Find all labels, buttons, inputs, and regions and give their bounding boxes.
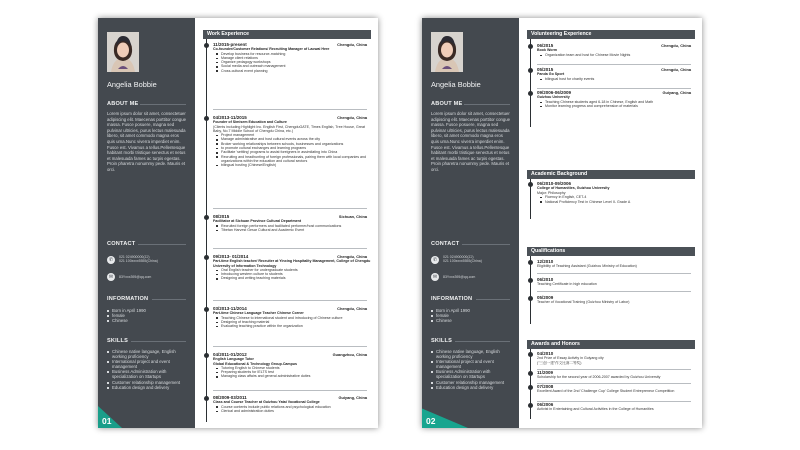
- timeline-dot: [528, 385, 533, 390]
- information-list: Born in April 1990 female Chinese: [107, 308, 191, 323]
- skills-heading: SKILLS: [431, 338, 452, 344]
- sidebar: [422, 18, 519, 428]
- qualification-entry: 06/2010 Teaching Certificate in high education: [537, 277, 597, 287]
- education-entry: 06/2010-09/2006 College of Humanities, Guizhou University Major: Philosophy Fluency in English, CET-4 National Proficiency Test in Chinese Level II- Grade A: [537, 182, 695, 204]
- information-heading: INFORMATION: [431, 296, 472, 302]
- candidate-name: Angelia Bobbie: [431, 80, 481, 89]
- profile-photo: [431, 32, 463, 72]
- timeline-line: [530, 39, 531, 127]
- page-number: 02: [426, 416, 436, 426]
- skills-heading: SKILLS: [107, 338, 128, 344]
- timeline-line: [530, 349, 531, 419]
- phone-icon: ✆: [108, 257, 114, 263]
- work-entry: 04/2013-11/2015 Chengdu, China Founder of Simisem Education and Culture (Clients including Highlight Inc. English First, ChengduGATE, Times English, Tree House, Great Baby, No.7 Middle School of Chengdu China, etc.) Project management Manage administrative and host cultural events across the city Broker working relationships between schools, businesses and organizations to promote cultural exchanges and learning programs Facilitate 'settling' programs to assist foreigners in assimilating into China Recruiting and headhunting of foreign professionals, pairing them with local companies and organizations within the education and cultural sectors bilingual hosting (Chinese/English): [213, 116, 371, 168]
- timeline-dot: [204, 116, 209, 121]
- main-column: [203, 30, 371, 422]
- profile-photo: [107, 32, 139, 72]
- timeline-dot: [528, 352, 533, 357]
- entry-divider: [537, 64, 691, 65]
- skills-list: Chinese native language, English working proficiency International project and event management Business Administration with specialization on Startups Customer relationship management Education design and delivery: [107, 349, 191, 390]
- entry-divider: [537, 273, 691, 274]
- awards-heading: Awards and Honors: [527, 340, 695, 349]
- about-rule: [464, 104, 510, 105]
- information-heading: INFORMATION: [107, 296, 148, 302]
- timeline-dot: [528, 91, 533, 96]
- skills-rule: [131, 341, 186, 342]
- timeline-dot: [204, 255, 209, 260]
- email-icon: ✉: [432, 274, 438, 280]
- qualifications-heading: Qualifications: [527, 247, 695, 256]
- timeline-dot: [528, 371, 533, 376]
- academic-heading: Academic Background: [527, 170, 695, 179]
- work-entry: 11/2015-present Chengdu, China Co-founder/Customer Relations/ Recruiting Manager of Laowai Here Develop business for resource-matching Manage client relations Organize pedagogy workshops Social media and outreach management Cross-cultural event planning: [213, 43, 371, 73]
- about-rule: [140, 104, 186, 105]
- page-number: 01: [102, 416, 112, 426]
- entry-divider: [537, 291, 691, 292]
- skills-rule: [455, 341, 510, 342]
- entry-divider: [213, 300, 367, 301]
- about-text: Lorem ipsum dolor sit amet, consectetuer adipiscing elit. Maecenas porttitor congue massa. Fusce posuere, magna sed pulvinar ultricies, purus lectus malesuada libero, sit amet commodo magna eros quis urna.Nunc viverra imperdiet enim. Fusce est. Vivamus a tellus.Pellentesque habitant morbi tristique senectus et netus et malesuada fames ac turpis egestas. Proin pharetra nonummy pede. Mauris et orci.: [107, 111, 187, 172]
- work-entry: 08/2015 Sichuan, China Facilitator at Sichuan Province Cultural Department Recruited foreign performers and facilitated performer/host communications Tibetan Harvest Gesar Cultural and Academic Event: [213, 215, 371, 232]
- volunteer-entry: 06/2015 Chengdu, China Book Worm Organization team and host for Chinese Movie Nights: [537, 44, 695, 57]
- timeline-dot: [528, 260, 533, 265]
- timeline-dot: [204, 396, 209, 401]
- about-text: Lorem ipsum dolor sit amet, consectetuer adipiscing elit. Maecenas porttitor congue massa. Fusce posuere, magna sed pulvinar ultricies, purus lectus malesuada libero, sit amet commodo magna eros quis urna.Nunc viverra imperdiet enim. Fusce est. Vivamus a tellus.Pellentesque habitant morbi tristique senectus et netus et malesuada fames ac turpis egestas. Proin pharetra nonummy pede. Mauris et orci.: [431, 111, 511, 172]
- timeline-dot: [204, 307, 209, 312]
- entry-divider: [213, 390, 367, 391]
- timeline-dot: [528, 296, 533, 301]
- qualification-entry: 12/2010 Eligibility of Teaching Assistant (Guizhou Ministry of Education): [537, 259, 637, 269]
- award-entry: 04/2010 2nd Prize of Essay Activity in Guiyang city ("三创一建"作文比赛二等奖): [537, 351, 604, 365]
- award-entry: 11/2009 Scholarship for the second year of 2006-2007 awarded by Guizhou University: [537, 370, 661, 380]
- timeline-dot: [528, 44, 533, 49]
- volunteering-heading: Volunteering Experience: [527, 30, 695, 39]
- award-entry: 07/2008 Excellent Award of the 2nd 'Challenge Cup' College Student Entrepreneur Competition: [537, 384, 675, 394]
- entry-divider: [213, 208, 367, 209]
- entry-divider: [537, 88, 691, 89]
- timeline-dot: [528, 403, 533, 408]
- entry-divider: [537, 369, 691, 370]
- work-entry: 09/2013- 01/2014 Chengdu, China Part-time English teacher/ Recruiter at Yinxing Hospitality Management, College of Chengdu University of Information Technology Oral English teacher for undergraduate students Introducing western culture to students Designing and writing teaching materials: [213, 254, 371, 281]
- timeline-dot: [528, 68, 533, 73]
- work-entry: 03/2013-11/2014 Chengdu, China Part-time Chinese Language Teacher Chinese Corner Teaching Chinese to international student and introducing of Chinese culture Designing of teaching material Evaluating teaching practice within the organization: [213, 307, 371, 328]
- timeline-dot: [204, 215, 209, 220]
- timeline-dot: [528, 278, 533, 283]
- information-list: Born in April 1990 female Chinese: [431, 308, 515, 323]
- phone-numbers: 021 024900000(ZJ) 021 100xxxx5555(China): [443, 255, 482, 264]
- work-entry: 04/2011-01/2012 Guangzhou, China English Language Tutor Global Educational & Technology Group.Campus Tutoring English to Chinese students Preparing students for IELTS test Managing class affairs and general administrative duties: [213, 353, 371, 379]
- entry-divider: [537, 383, 691, 384]
- award-entry: 06/2006 Activist in Entertaining and Cultural Activities in the College of Humanities: [537, 402, 654, 412]
- volunteer-entry: 09/2006-06/2009 Guiyang, China Guizhou University Teaching Chinese students aged 6-18 in Chinese, English and Math Monitor learning progress and comprehension of materials: [537, 91, 695, 109]
- contact-heading: CONTACT: [107, 241, 135, 247]
- contact-rule: [462, 244, 510, 245]
- email-address[interactable]: 83Yxxx395@qq.com: [443, 275, 476, 279]
- email-address[interactable]: 83Yxxx395@qq.com: [119, 275, 152, 279]
- entry-divider: [537, 401, 691, 402]
- entry-divider: [213, 248, 367, 249]
- timeline-dot: [528, 182, 533, 187]
- work-experience-heading: Work Experience: [203, 30, 371, 39]
- entry-divider: [213, 109, 367, 110]
- about-heading: ABOUT ME: [431, 101, 462, 107]
- about-heading: ABOUT ME: [107, 101, 138, 107]
- phone-icon: ✆: [432, 257, 438, 263]
- timeline-dot: [204, 353, 209, 358]
- contact-rule: [138, 244, 186, 245]
- qualification-entry: 05/2009 Teacher of Vocational Training (Guizhou Ministry of Labor): [537, 295, 630, 305]
- timeline-dot: [204, 43, 209, 48]
- candidate-name: Angelia Bobbie: [107, 80, 157, 89]
- volunteer-entry: 05/2015 Chengdu, China Panda Go Sport bilingual host for charity events: [537, 68, 695, 81]
- resume-page-1: [98, 18, 378, 428]
- contact-heading: CONTACT: [431, 241, 459, 247]
- sidebar: [98, 18, 195, 428]
- resume-page-2: [422, 18, 702, 428]
- entry-divider: [213, 346, 367, 347]
- information-rule: [152, 299, 186, 300]
- email-icon: ✉: [108, 274, 114, 280]
- timeline-line: [530, 256, 531, 324]
- information-rule: [476, 299, 510, 300]
- main-column: [527, 30, 695, 422]
- work-entry: 08/2009-03/2011 Guiyang, China Class and Course Teacher at Guizhou Yatai Vocational College Course contents include public relations and psychological education Clerical and administration duties: [213, 396, 371, 413]
- phone-numbers: 021 024900000(ZJ) 021 100xxxx5555(China): [119, 255, 158, 264]
- timeline-line: [206, 39, 207, 422]
- skills-list: Chinese native language, English working proficiency International project and event management Business Administration with specialization on Startups Customer relationship management Education design and delivery: [431, 349, 515, 390]
